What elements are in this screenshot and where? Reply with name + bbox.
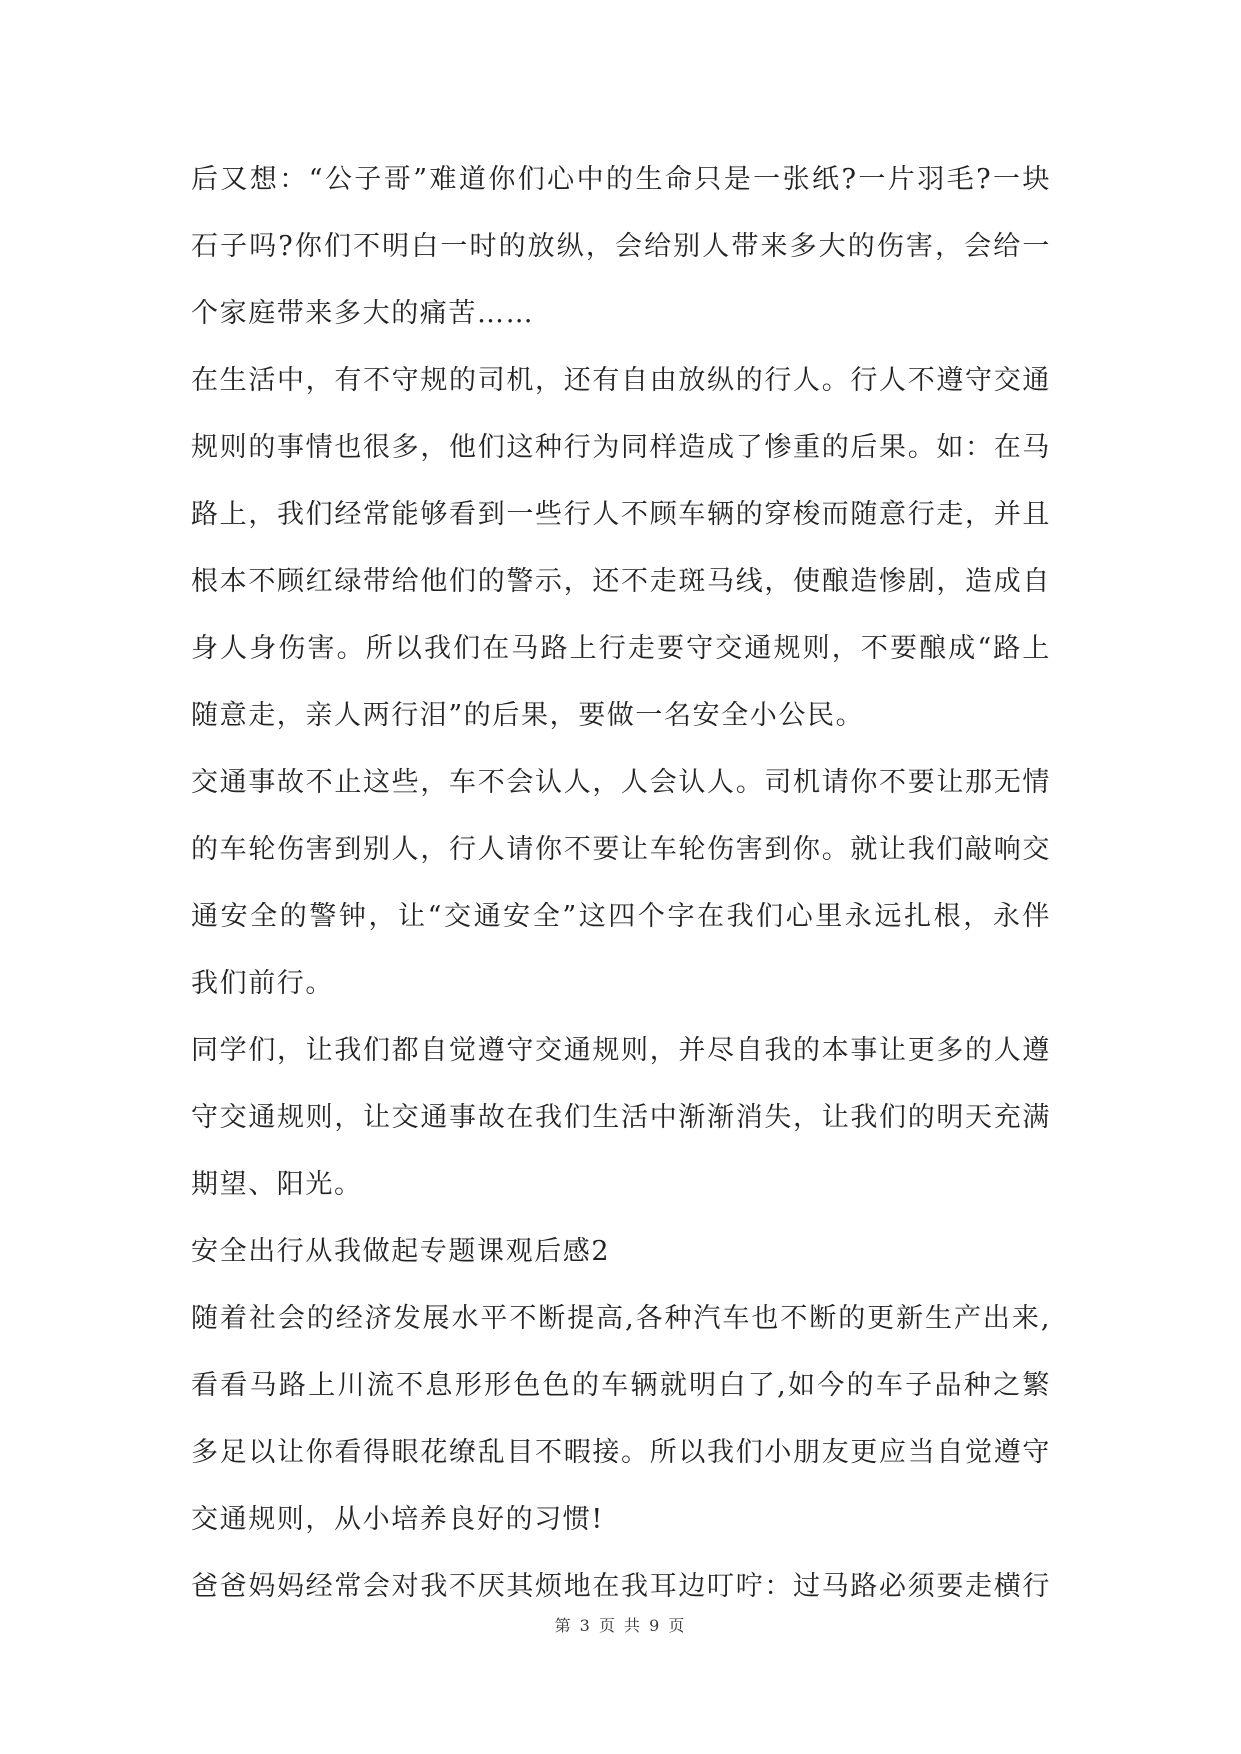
text-line: 通安全的警钟，让“交通安全”这四个字在我们心里永远扎根，永伴 <box>191 901 1051 932</box>
text-line: 规则的事情也很多，他们这种行为同样造成了惨重的后果。如：在马 <box>191 432 1051 463</box>
text-line: 个家庭带来多大的痛苦…… <box>191 298 535 329</box>
text-line: 身人身伤害。所以我们在马路上行走要守交通规则，不要酿成“路上 <box>191 633 1051 664</box>
text-line: 后又想：“公子哥”难道你们心中的生命只是一张纸?一片羽毛?一块 <box>191 164 1051 195</box>
document-body <box>191 146 1051 1620</box>
text-line: 路上，我们经常能够看到一些行人不顾车辆的穿梭而随意行走，并且 <box>191 499 1051 530</box>
text-line: 同学们，让我们都自觉遵守交通规则，并尽自我的本事让更多的人遵 <box>191 1035 1051 1066</box>
text-line: 守交通规则，让交通事故在我们生活中渐渐消失，让我们的明天充满 <box>191 1102 1051 1133</box>
page-number-footer: 第 3 页 共 9 页 <box>554 1616 687 1635</box>
text-line: 随着社会的经济发展水平不断提高,各种汽车也不断的更新生产出来, <box>191 1303 1051 1334</box>
text-line: 看看马路上川流不息形形色色的车辆就明白了,如今的车子品种之繁 <box>191 1370 1051 1401</box>
text-line: 交通规则，从小培养良好的习惯! <box>191 1504 604 1535</box>
text-line: 多足以让你看得眼花缭乱目不暇接。所以我们小朋友更应当自觉遵守 <box>191 1437 1051 1468</box>
text-line: 根本不顾红绿带给他们的警示，还不走斑马线，使酿造惨剧，造成自 <box>191 566 1051 597</box>
text-line: 的车轮伤害到别人，行人请你不要让车轮伤害到你。就让我们敲响交 <box>191 834 1051 865</box>
text-line: 石子吗?你们不明白一时的放纵，会给别人带来多大的伤害，会给一 <box>191 231 1051 262</box>
text-line: 在生活中，有不守规的司机，还有自由放纵的行人。行人不遵守交通 <box>191 365 1051 396</box>
text-line: 随意走，亲人两行泪”的后果，要做一名安全小公民。 <box>191 700 865 731</box>
text-line: 我们前行。 <box>191 968 334 999</box>
text-line: 爸爸妈妈经常会对我不厌其烦地在我耳边叮咛：过马路必须要走横行 <box>191 1571 1051 1602</box>
section-heading: 安全出行从我做起专题课观后感2 <box>191 1236 611 1267</box>
text-line: 交通事故不止这些，车不会认人，人会认人。司机请你不要让那无情 <box>191 767 1051 798</box>
text-line: 期望、阳光。 <box>191 1169 363 1200</box>
